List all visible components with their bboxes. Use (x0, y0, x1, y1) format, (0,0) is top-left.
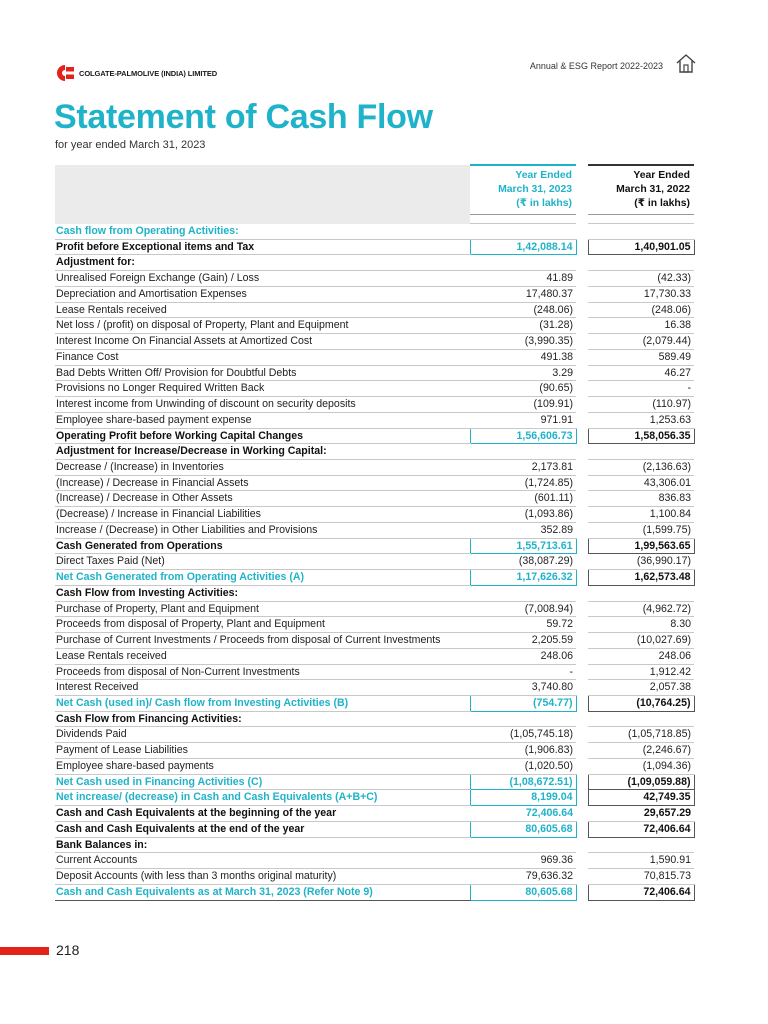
value-2022: (1,599.75) (588, 522, 694, 538)
row-label: Bank Balances in: (55, 837, 470, 853)
value-2022 (588, 224, 694, 240)
table-row (55, 601, 694, 617)
table-row (55, 318, 694, 334)
header-year-2022 (588, 165, 694, 215)
row-label: Employee share-based payment expense (55, 412, 470, 428)
value-2023: 2,205.59 (470, 633, 576, 649)
value-2023 (470, 585, 576, 601)
table-row (55, 837, 694, 853)
row-label: Net loss / (profit) on disposal of Property, Plant and Equipment (55, 318, 470, 334)
header-gap (576, 165, 588, 215)
table-row (55, 271, 694, 287)
value-2022 (588, 444, 694, 460)
table-row (55, 711, 694, 727)
value-2022: (1,094.36) (588, 758, 694, 774)
value-2022: (4,962.72) (588, 601, 694, 617)
table-row (55, 758, 694, 774)
table-row (55, 696, 694, 712)
value-2022: 248.06 (588, 648, 694, 664)
value-2022: 1,912.42 (588, 664, 694, 680)
table-row (55, 774, 694, 790)
value-2022: 1,253.63 (588, 412, 694, 428)
value-2023: - (470, 664, 576, 680)
value-2022: 43,306.01 (588, 475, 694, 491)
header-2022-line3: (₹ in lakhs) (634, 198, 690, 209)
row-label: Current Accounts (55, 853, 470, 869)
value-2023: (1,020.50) (470, 758, 576, 774)
row-label: Interest income from Unwinding of discount on security deposits (55, 397, 470, 413)
header-year-2023 (470, 165, 576, 215)
table-row (55, 365, 694, 381)
table-row (55, 412, 694, 428)
value-2022 (588, 585, 694, 601)
table-row (55, 507, 694, 523)
table-row (55, 334, 694, 350)
row-label: Cash Flow from Financing Activities: (55, 711, 470, 727)
table-row (55, 821, 694, 837)
value-2022: 1,62,573.48 (588, 570, 694, 586)
row-label: Purchase of Property, Plant and Equipment (55, 601, 470, 617)
report-title: Annual & ESG Report 2022-2023 (529, 61, 663, 71)
row-label: Direct Taxes Paid (Net) (55, 554, 470, 570)
table-row (55, 538, 694, 554)
value-2022 (588, 711, 694, 727)
value-2022: (10,764.25) (588, 696, 694, 712)
row-label: Cash Generated from Operations (55, 538, 470, 554)
row-label: Employee share-based payments (55, 758, 470, 774)
value-2022: 16.38 (588, 318, 694, 334)
page-title: Statement of Cash Flow (54, 98, 433, 136)
value-2023: 971.91 (470, 412, 576, 428)
value-2022: - (588, 381, 694, 397)
value-2023: (1,08,672.51) (470, 774, 576, 790)
value-2022: 8.30 (588, 617, 694, 633)
value-2022: (10,027.69) (588, 633, 694, 649)
value-2022: (2,246.67) (588, 743, 694, 759)
row-label: (Decrease) / Increase in Financial Liabilities (55, 507, 470, 523)
table-row (55, 239, 694, 255)
value-2022: (42.33) (588, 271, 694, 287)
table-row (55, 554, 694, 570)
value-2022: 29,657.29 (588, 806, 694, 822)
row-label: Net increase/ (decrease) in Cash and Cash Equivalents (A+B+C) (55, 790, 470, 806)
value-2023: 1,17,626.32 (470, 570, 576, 586)
table-row (55, 522, 694, 538)
value-2023: (109.91) (470, 397, 576, 413)
row-label: Adjustment for: (55, 255, 470, 271)
page-number: 218 (56, 942, 80, 958)
value-2023: 352.89 (470, 522, 576, 538)
table-row (55, 869, 694, 885)
table-row (55, 428, 694, 444)
table-row (55, 491, 694, 507)
page-marker-bar (0, 947, 49, 955)
row-label: Interest Received (55, 680, 470, 696)
company-logo (55, 64, 217, 82)
table-row (55, 286, 694, 302)
row-label: Bad Debts Written Off/ Provision for Doubtful Debts (55, 365, 470, 381)
table-row (55, 255, 694, 271)
row-label: Net Cash used in Financing Activities (C) (55, 774, 470, 790)
table-row (55, 349, 694, 365)
value-2023: (248.06) (470, 302, 576, 318)
row-label: Purchase of Current Investments / Proceeds from disposal of Current Investments (55, 633, 470, 649)
row-label: (Increase) / Decrease in Financial Assets (55, 475, 470, 491)
header-2022-line1: Year Ended (633, 170, 690, 181)
value-2022: (36,990.17) (588, 554, 694, 570)
table-row (55, 727, 694, 743)
table-row (55, 397, 694, 413)
row-label: Payment of Lease Liabilities (55, 743, 470, 759)
value-2023: 3.29 (470, 365, 576, 381)
home-icon (675, 52, 697, 74)
table-row (55, 664, 694, 680)
row-label: Cash and Cash Equivalents at the end of the year (55, 821, 470, 837)
row-label: Cash and Cash Equivalents at the beginning of the year (55, 806, 470, 822)
table-row (55, 790, 694, 806)
value-2023 (470, 837, 576, 853)
value-2022: 72,406.64 (588, 821, 694, 837)
value-2023 (470, 444, 576, 460)
value-2023: 72,406.64 (470, 806, 576, 822)
value-2023: 248.06 (470, 648, 576, 664)
table-row (55, 224, 694, 240)
row-label: Cash flow from Operating Activities: (55, 224, 470, 240)
value-2022 (588, 837, 694, 853)
table-row (55, 585, 694, 601)
row-label: Dividends Paid (55, 727, 470, 743)
value-2023: (1,906.83) (470, 743, 576, 759)
value-2023: (38,087.29) (470, 554, 576, 570)
value-2022: 70,815.73 (588, 869, 694, 885)
row-label: Proceeds from disposal of Non-Current Investments (55, 664, 470, 680)
row-label: Adjustment for Increase/Decrease in Working Capital: (55, 444, 470, 460)
cash-flow-table (55, 164, 695, 901)
value-2023: (31.28) (470, 318, 576, 334)
value-2023: (90.65) (470, 381, 576, 397)
value-2023 (470, 224, 576, 240)
row-label: Finance Cost (55, 349, 470, 365)
row-label: Decrease / (Increase) in Inventories (55, 460, 470, 476)
value-2022: 1,590.91 (588, 853, 694, 869)
table-row (55, 460, 694, 476)
table-row (55, 648, 694, 664)
header-spacer-row (55, 215, 694, 224)
row-label: Net Cash Generated from Operating Activities (A) (55, 570, 470, 586)
header-2023-line1: Year Ended (515, 170, 572, 181)
row-label: Increase / (Decrease) in Other Liabilities and Provisions (55, 522, 470, 538)
value-2023: (7,008.94) (470, 601, 576, 617)
value-2022: (2,136.63) (588, 460, 694, 476)
value-2023: 1,56,606.73 (470, 428, 576, 444)
value-2022: 72,406.64 (588, 884, 694, 900)
table-row (55, 884, 694, 900)
value-2023: (601.11) (470, 491, 576, 507)
value-2023: 3,740.80 (470, 680, 576, 696)
table-row (55, 302, 694, 318)
row-label: Provisions no Longer Required Written Back (55, 381, 470, 397)
header-2023-line2: March 31, 2023 (498, 184, 572, 195)
value-2022: 17,730.33 (588, 286, 694, 302)
table-row (55, 853, 694, 869)
row-label: Lease Rentals received (55, 302, 470, 318)
row-label: Cash and Cash Equivalents as at March 31, 2023 (Refer Note 9) (55, 884, 470, 900)
value-2022: 46.27 (588, 365, 694, 381)
value-2023: (754.77) (470, 696, 576, 712)
value-2023: 1,42,088.14 (470, 239, 576, 255)
row-label: Deposit Accounts (with less than 3 months original maturity) (55, 869, 470, 885)
table-row (55, 633, 694, 649)
row-label: Profit before Exceptional items and Tax (55, 239, 470, 255)
table-row (55, 806, 694, 822)
row-label: Cash Flow from Investing Activities: (55, 585, 470, 601)
value-2022: (2,079.44) (588, 334, 694, 350)
value-2023 (470, 711, 576, 727)
row-label: Proceeds from disposal of Property, Plant and Equipment (55, 617, 470, 633)
row-label: Interest Income On Financial Assets at Amortized Cost (55, 334, 470, 350)
value-2022: (110.97) (588, 397, 694, 413)
row-label: Net Cash (used in)/ Cash flow from Investing Activities (B) (55, 696, 470, 712)
value-2023: 59.72 (470, 617, 576, 633)
value-2022: (248.06) (588, 302, 694, 318)
value-2023: (1,724.85) (470, 475, 576, 491)
value-2023 (470, 255, 576, 271)
value-2023: 8,199.04 (470, 790, 576, 806)
table-header-row (55, 165, 694, 215)
table-row (55, 570, 694, 586)
value-2022: 589.49 (588, 349, 694, 365)
value-2023: 17,480.37 (470, 286, 576, 302)
value-2023: (1,05,745.18) (470, 727, 576, 743)
value-2022 (588, 255, 694, 271)
table-row (55, 680, 694, 696)
value-2022: (1,05,718.85) (588, 727, 694, 743)
value-2023: 80,605.68 (470, 884, 576, 900)
brand-name: COLGATE-PALMOLIVE (INDIA) LIMITED (79, 68, 218, 78)
colgate-logo-icon (55, 64, 75, 82)
header-2023-line3: (₹ in lakhs) (516, 198, 572, 209)
value-2023: 1,55,713.61 (470, 538, 576, 554)
value-2023: 2,173.81 (470, 460, 576, 476)
home-button[interactable] (675, 52, 697, 79)
row-label: Operating Profit before Working Capital Changes (55, 428, 470, 444)
value-2022: 1,40,901.05 (588, 239, 694, 255)
row-label: Unrealised Foreign Exchange (Gain) / Loss (55, 271, 470, 287)
value-2022: 1,58,056.35 (588, 428, 694, 444)
row-label: (Increase) / Decrease in Other Assets (55, 491, 470, 507)
header-2022-line2: March 31, 2022 (616, 184, 690, 195)
header-label-cell (55, 165, 470, 215)
table-row (55, 743, 694, 759)
value-2023: 969.36 (470, 853, 576, 869)
table-row (55, 475, 694, 491)
page-subtitle: for year ended March 31, 2023 (55, 139, 206, 151)
value-2023: 41.89 (470, 271, 576, 287)
value-2022: 1,99,563.65 (588, 538, 694, 554)
value-2022: 836.83 (588, 491, 694, 507)
value-2023: 79,636.32 (470, 869, 576, 885)
value-2023: (1,093.86) (470, 507, 576, 523)
value-2022: 42,749.35 (588, 790, 694, 806)
row-label: Lease Rentals received (55, 648, 470, 664)
table-row (55, 617, 694, 633)
value-2023: 491.38 (470, 349, 576, 365)
table-row (55, 444, 694, 460)
row-label: Depreciation and Amortisation Expenses (55, 286, 470, 302)
table-row (55, 381, 694, 397)
value-2022: 2,057.38 (588, 680, 694, 696)
value-2022: (1,09,059.88) (588, 774, 694, 790)
value-2023: 80,605.68 (470, 821, 576, 837)
value-2022: 1,100.84 (588, 507, 694, 523)
value-2023: (3,990.35) (470, 334, 576, 350)
